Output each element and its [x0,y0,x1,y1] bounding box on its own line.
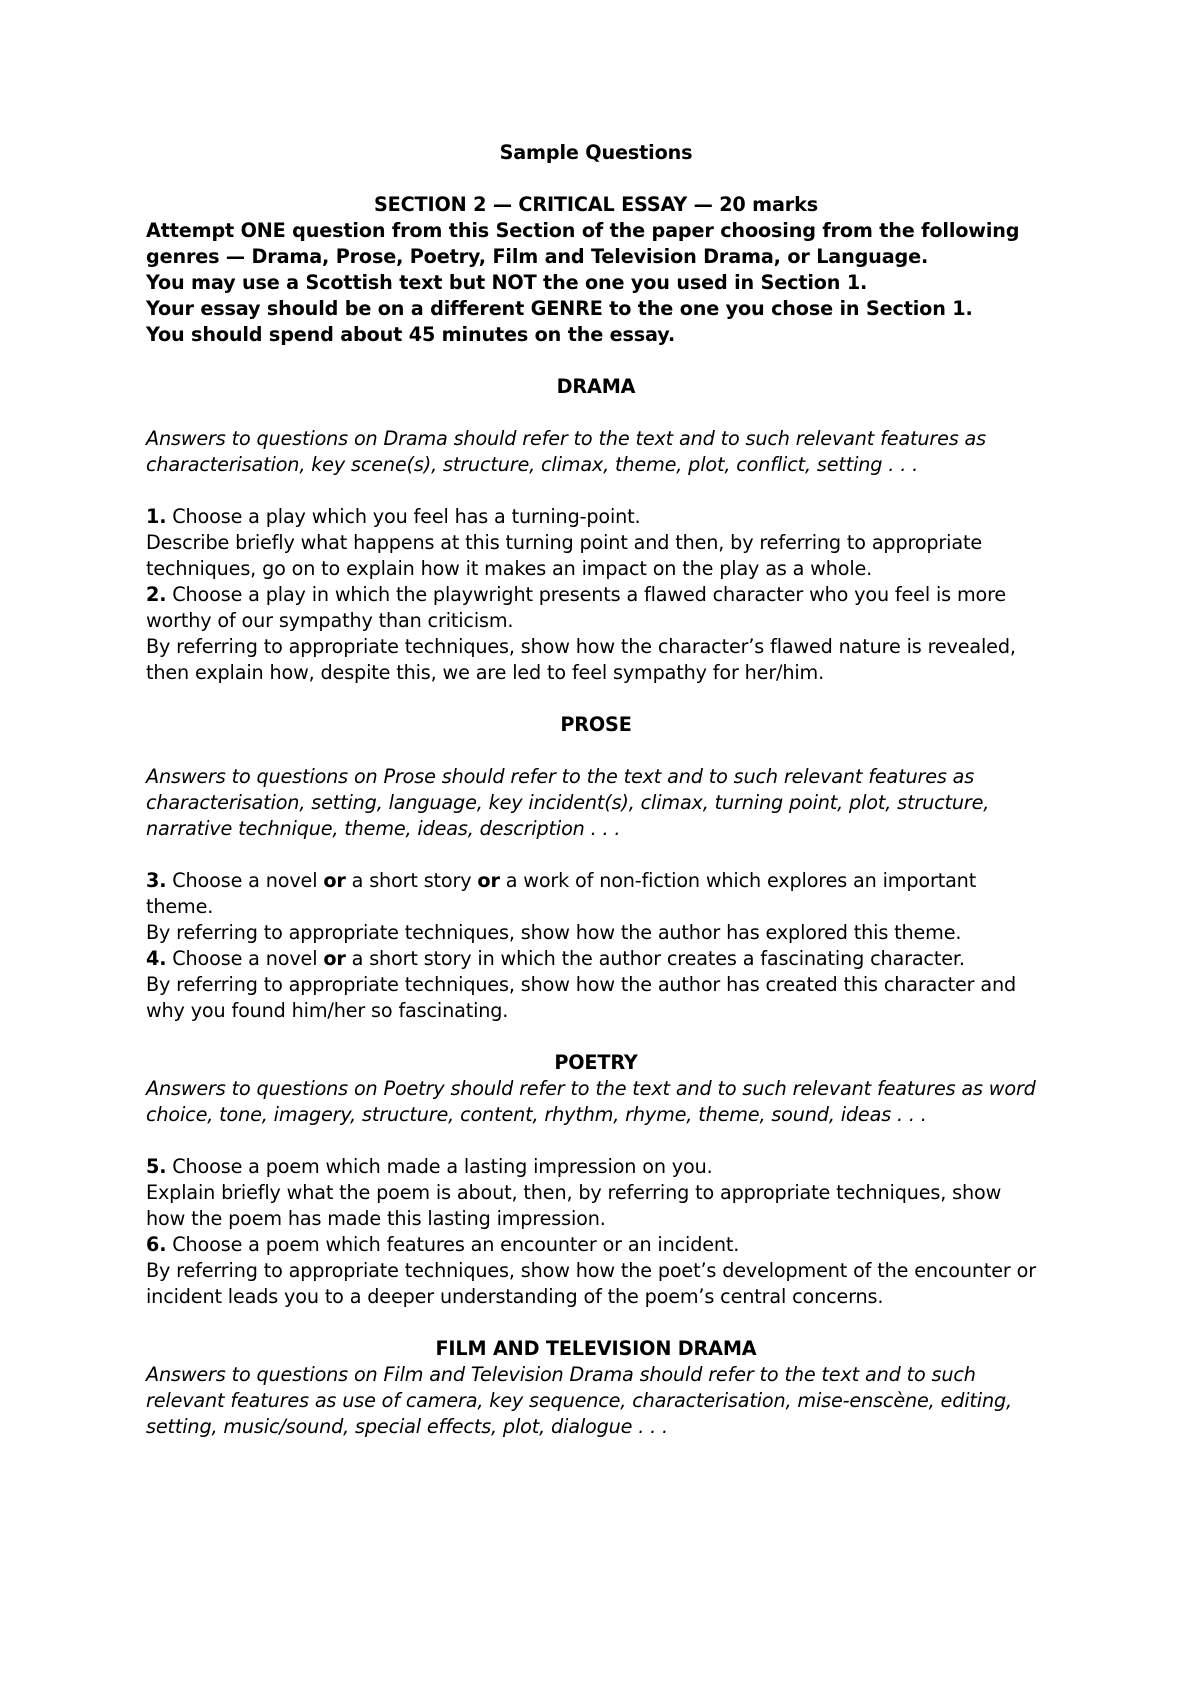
question-number: 1. [146,505,167,528]
question-1 [146,504,1046,530]
question-text: a work of non-fiction which explores an important theme. [146,869,977,918]
question-1-detail: Describe briefly what happens at this turning point and then, by referring to appropriate techniques, go on to explain how it makes an impact on the play as a whole. [146,531,982,580]
prose-intro: Answers to questions on Prose should refer to the text and to such relevant features as characterisation, setting, language, key incident(s), climax, turning point, plot, structure, narrative technique, theme, ideas, description . . . [146,765,990,840]
emphasis-or: or [323,869,346,892]
question-number: 4. [146,947,167,970]
question-2-detail: By referring to appropriate techniques, show how the character’s flawed nature is revealed, then explain how, despite this, we are led to feel sympathy for her/him. [146,635,1016,684]
section-instructions [146,218,1046,348]
question-text: Choose a novel [166,947,324,970]
film-heading: FILM AND TELEVISION DRAMA [435,1337,757,1360]
drama-intro: Answers to questions on Drama should refer to the text and to such relevant features as characterisation, key scene(s), structure, climax, theme, plot, conflict, setting . . . [146,427,986,476]
drama-heading: DRAMA [556,375,636,398]
instruction-line: Your essay should be on a different GENRE to the one you chose in Section 1. [146,297,973,320]
page-title: Sample Questions [499,141,693,164]
question-5-detail: Explain briefly what the poem is about, then, by referring to appropriate techniques, show how the poem has made this lasting impression. [146,1181,1002,1230]
section-heading: SECTION 2 — CRITICAL ESSAY — 20 marks [374,193,818,216]
question-number: 3. [146,869,167,892]
question-text: Choose a play which you feel has a turning-point. [166,505,641,528]
instruction-line: genres — Drama, Prose, Poetry, Film and Television Drama, or Language. [146,245,929,268]
question-5 [146,1154,1046,1180]
instruction-line: Attempt ONE question from this Section of the paper choosing from the following [146,219,1020,242]
instruction-line: You should spend about 45 minutes on the essay. [146,323,675,346]
question-text: Choose a play in which the playwright presents a flawed character who you feel is more worthy of our sympathy than criticism. [146,583,1007,632]
question-2 [146,582,1046,634]
prose-questions [146,868,1046,1024]
question-number: 2. [146,583,167,606]
question-text: a short story in which the author creates a fascinating character. [345,947,965,970]
question-4 [146,946,1046,972]
document-page [146,140,1046,1466]
emphasis-or: or [323,947,346,970]
poetry-intro: Answers to questions on Poetry should refer to the text and to such relevant features as word choice, tone, imagery, structure, content, rhythm, rhyme, theme, sound, ideas . . . [146,1077,1036,1126]
question-number: 6. [146,1233,167,1256]
question-6 [146,1232,1046,1258]
question-text: a short story [345,869,478,892]
film-intro: Answers to questions on Film and Television Drama should refer to the text and to such relevant features as use of camera, key sequence, characterisation, mise-enscène, editing, setting, music/sound, special effects, plot, dialogue . . . [146,1363,1012,1438]
question-text: Choose a poem which made a lasting impression on you. [166,1155,713,1178]
question-text: Choose a novel [166,869,324,892]
instruction-line: You may use a Scottish text but NOT the one you used in Section 1. [146,271,868,294]
poetry-questions [146,1154,1046,1310]
question-3-detail: By referring to appropriate techniques, show how the author has explored this theme. [146,921,962,944]
prose-heading: PROSE [560,713,632,736]
question-6-detail: By referring to appropriate techniques, show how the poet’s development of the encounter or incident leads you to a deeper understanding of the poem’s central concerns. [146,1259,1036,1308]
question-3 [146,868,1046,920]
drama-questions [146,504,1046,686]
question-text: Choose a poem which features an encounter or an incident. [166,1233,740,1256]
emphasis-or: or [477,869,500,892]
poetry-heading: POETRY [554,1051,638,1074]
question-4-detail: By referring to appropriate techniques, show how the author has created this character and why you found him/her so fascinating. [146,973,1016,1022]
question-number: 5. [146,1155,167,1178]
